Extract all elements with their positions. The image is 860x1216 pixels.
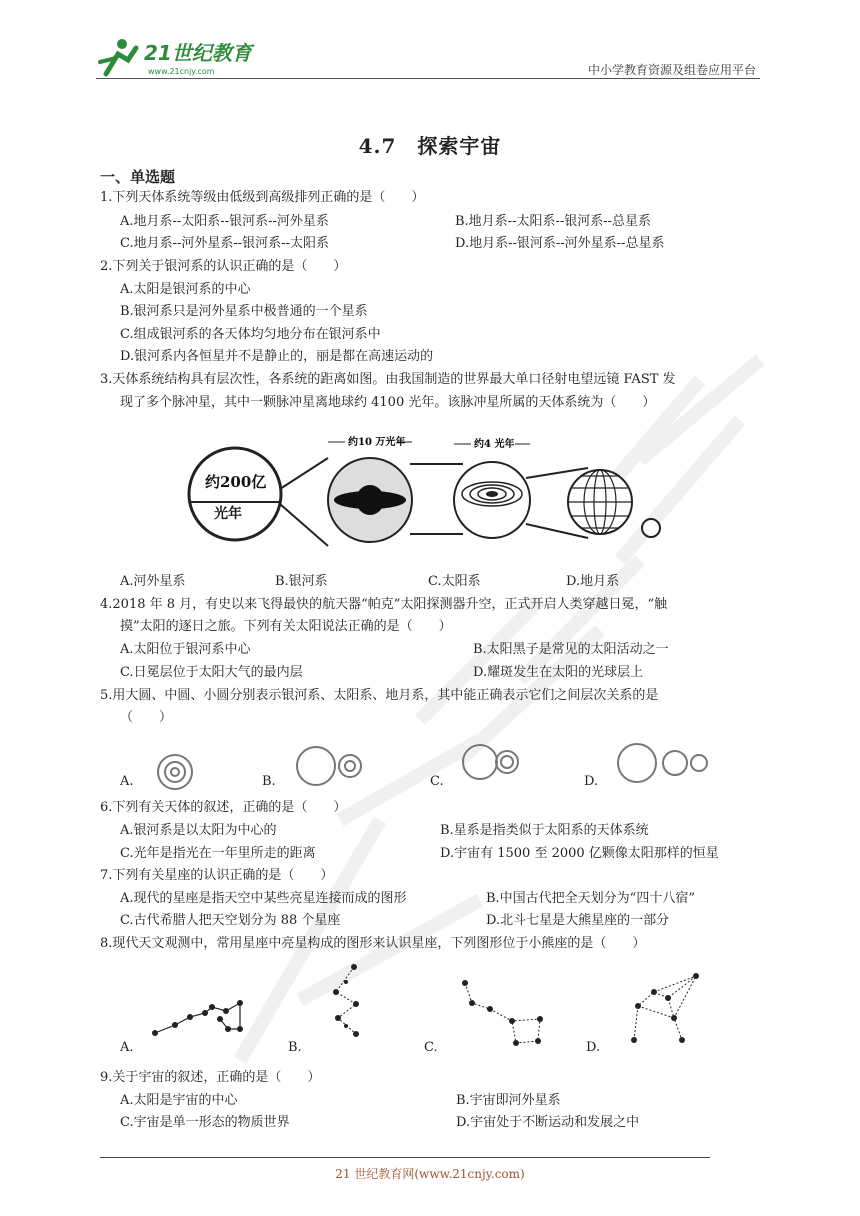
question-6-stem: 6.下列有关天体的叙述，正确的是（ ） [100, 800, 347, 815]
q8-constellation-a [150, 995, 250, 1037]
footer-link[interactable]: 21 世纪教育网(www.21cnjy.com) [335, 1167, 525, 1181]
svg-text:21世纪教育: 21世纪教育 [144, 41, 252, 65]
q9-option-b[interactable]: B.宇宙即河外星系 [456, 1093, 561, 1108]
q1-option-c[interactable]: C.地月系--河外星系--银河系--太阳系 [120, 236, 329, 251]
question-7-stem: 7.下列有关星座的认识正确的是（ ） [100, 868, 334, 883]
q4-option-b[interactable]: B.太阳黑子是常见的太阳活动之一 [473, 642, 669, 657]
q3-option-c[interactable]: C.太阳系 [428, 574, 481, 589]
q5-figure-d [616, 742, 710, 784]
q1-option-d[interactable]: D.地月系--银河系--河外星系--总星系 [455, 236, 665, 251]
q9-option-a[interactable]: A.太阳是宇宙的中心 [120, 1093, 238, 1108]
question-3-stem: 3.天体系统结构具有层次性，各系统的距离如图。由我国制造的世界最大单口径射电望远镜 FAST 发 [100, 372, 676, 387]
figure-label-200: 约200亿 [205, 473, 267, 491]
q3-option-a[interactable]: A.河外星系 [120, 574, 186, 589]
q7-option-d[interactable]: D.北斗七星是大熊星座的一部分 [486, 913, 670, 928]
q6-option-a[interactable]: A.银河系是以太阳为中心的 [120, 823, 277, 838]
q6-option-b[interactable]: B.星系是指类似于太阳系的天体系统 [440, 823, 649, 838]
q2-option-c[interactable]: C.组成银河系的各天体均匀地分布在银河系中 [120, 327, 381, 342]
question-2-stem: 2.下列关于银河系的认识正确的是（ ） [100, 259, 347, 274]
question-4-stem-cont: 摸”太阳的逐日之旅。下列有关太阳说法正确的是（ ） [120, 619, 452, 634]
q7-option-c[interactable]: C.古代希腊人把天空划分为 88 个星座 [120, 913, 341, 928]
q8-option-c[interactable]: C. [424, 1040, 438, 1055]
figure-label-4ly: 约4 光年 [474, 439, 515, 450]
q2-option-b[interactable]: B.银河系只是河外星系中极普通的一个星系 [120, 304, 368, 319]
q5-option-d[interactable]: D. [584, 774, 599, 789]
q8-option-b[interactable]: B. [288, 1040, 302, 1055]
question-4-stem: 4.2018 年 8 月，有史以来飞得最快的航天器“帕克”太阳探测器升空，正式开启人类穿越日冕，“触 [100, 597, 668, 612]
question-9-stem: 9.关于宇宙的叙述，正确的是（ ） [100, 1070, 321, 1085]
header-platform-text: 中小学教育资源及组卷应用平台 [587, 63, 756, 77]
q4-option-c[interactable]: C.日冕层位于太阳大气的最内层 [120, 665, 303, 680]
question-1-stem: 1.下列天体系统等级由低级到高级排列正确的是（ ） [100, 190, 425, 205]
q7-option-a[interactable]: A.现代的星座是指天空中某些亮星连接而成的图形 [120, 891, 407, 906]
q2-option-d[interactable]: D.银河系内各恒星并不是静止的，丽是都在高速运动的 [120, 349, 434, 364]
figure-label-lightyear: 光年 [214, 506, 242, 522]
figure-label-100k: 约10 万光年 [348, 437, 406, 448]
question-8-stem: 8.现代天文观测中，常用星座中亮星构成的图形来认识星座，下列图形位于小熊座的是（ ） [100, 936, 646, 951]
q9-option-c[interactable]: C.宇宙是单一形态的物质世界 [120, 1115, 290, 1130]
q3-option-b[interactable]: B.银河系 [275, 574, 328, 589]
q4-option-d[interactable]: D.耀斑发生在太阳的光球层上 [473, 665, 644, 680]
q5-figure-a [155, 752, 195, 792]
footer-rule [100, 1157, 710, 1158]
header-rule [96, 78, 760, 79]
q1-option-a[interactable]: A.地月系--太阳系--银河系--河外星系 [120, 214, 329, 229]
q6-option-d[interactable]: D.宇宙有 1500 至 2000 亿颗像太阳那样的恒星 [440, 846, 719, 861]
q5-figure-c [460, 742, 524, 782]
q8-constellation-b [326, 962, 366, 1042]
q5-figure-b [294, 745, 370, 787]
svg-text:www.21cnjy.com: www.21cnjy.com [148, 67, 215, 76]
q6-option-c[interactable]: C.光年是指光在一年里所走的距离 [120, 846, 316, 861]
section-heading: 一、单选题 [100, 168, 176, 186]
q8-option-a[interactable]: A. [120, 1040, 134, 1055]
q8-constellation-c [460, 975, 550, 1045]
q7-option-b[interactable]: B.中国古代把全天划分为“四十八宿” [486, 891, 695, 906]
q5-option-b[interactable]: B. [262, 774, 276, 789]
site-logo [96, 36, 266, 80]
question-3-stem-cont: 现了多个脉冲星，其中一颗脉冲星离地球约 4100 光年。该脉冲星所属的天体系统为（ ） [120, 395, 656, 410]
celestial-systems-figure [188, 434, 668, 554]
question-5-stem-cont: （ ） [120, 710, 173, 725]
q3-option-d[interactable]: D.地月系 [566, 574, 620, 589]
q5-option-c[interactable]: C. [430, 774, 444, 789]
question-5-stem: 5.用大圆、中圆、小圆分别表示银河系、太阳系、地月系，其中能正确表示它们之间层次关系的是 [100, 688, 659, 703]
q9-option-d[interactable]: D.宇宙处于不断运动和发展之中 [456, 1115, 640, 1130]
q2-option-a[interactable]: A.太阳是银河系的中心 [120, 282, 251, 297]
q4-option-a[interactable]: A.太阳位于银河系中心 [120, 642, 251, 657]
q8-constellation-d [626, 970, 710, 1050]
q8-option-d[interactable]: D. [586, 1040, 601, 1055]
q5-option-a[interactable]: A. [120, 774, 134, 789]
page-title: 4.7 探索宇宙 [358, 134, 502, 158]
q1-option-b[interactable]: B.地月系--太阳系--银河系--总星系 [455, 214, 652, 229]
